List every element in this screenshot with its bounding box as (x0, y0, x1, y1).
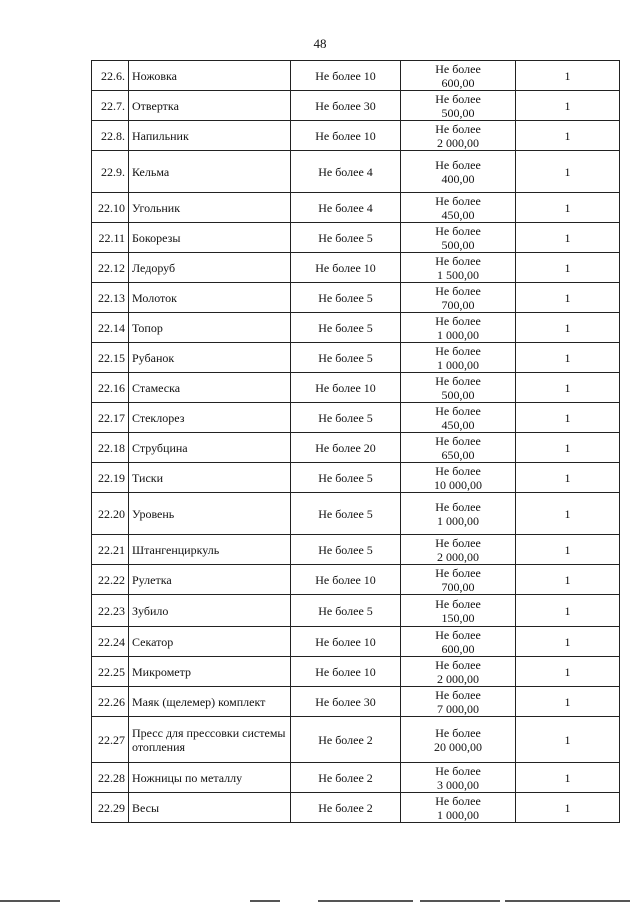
item-count: 1 (516, 253, 620, 283)
item-price (401, 403, 516, 433)
price-value: 1 000,00 (437, 513, 479, 528)
item-name: Весы (129, 793, 291, 823)
price-label: Не более (435, 596, 481, 611)
price-value: 650,00 (441, 447, 475, 462)
price-value: 150,00 (441, 610, 475, 625)
item-quantity: Не более 5 (291, 223, 401, 253)
item-quantity: Не более 2 (291, 717, 401, 763)
item-number: 22.11 (92, 223, 129, 253)
item-name: Кельма (129, 151, 291, 193)
item-name: Микрометр (129, 657, 291, 687)
price-value: 2 000,00 (437, 135, 479, 150)
price-label: Не более (435, 91, 481, 106)
item-price (401, 493, 516, 535)
table-row (92, 595, 620, 627)
item-count: 1 (516, 463, 620, 493)
item-price (401, 535, 516, 565)
table-row (92, 343, 620, 373)
table-row (92, 627, 620, 657)
table-row (92, 433, 620, 463)
table-row (92, 151, 620, 193)
page-number: 48 (313, 36, 327, 51)
item-quantity: Не более 10 (291, 61, 401, 91)
item-count: 1 (516, 151, 620, 193)
item-price (401, 61, 516, 91)
price-value: 7 000,00 (437, 701, 479, 716)
item-number: 22.23 (92, 595, 129, 627)
item-price (401, 627, 516, 657)
table-row (92, 121, 620, 151)
item-quantity: Не более 10 (291, 253, 401, 283)
table-row (92, 793, 620, 823)
price-value: 500,00 (441, 387, 475, 402)
item-name: Уровень (129, 493, 291, 535)
table-row (92, 493, 620, 535)
price-label: Не более (435, 535, 481, 550)
item-number: 22.26 (92, 687, 129, 717)
item-number: 22.21 (92, 535, 129, 565)
table-row (92, 193, 620, 223)
item-number: 22.16 (92, 373, 129, 403)
item-quantity: Не более 10 (291, 657, 401, 687)
item-quantity: Не более 5 (291, 313, 401, 343)
price-value: 600,00 (441, 641, 475, 656)
item-price (401, 565, 516, 595)
item-quantity: Не более 5 (291, 595, 401, 627)
item-number: 22.29 (92, 793, 129, 823)
table-row (92, 763, 620, 793)
item-price (401, 283, 516, 313)
item-name: Угольник (129, 193, 291, 223)
items-table (91, 60, 620, 823)
item-price (401, 193, 516, 223)
item-number: 22.10 (92, 193, 129, 223)
price-label: Не более (435, 499, 481, 514)
price-label: Не более (435, 193, 481, 208)
item-name: Ножницы по металлу (129, 763, 291, 793)
price-value: 1 000,00 (437, 807, 479, 822)
price-label: Не более (435, 763, 481, 778)
price-label: Не более (435, 253, 481, 268)
item-quantity: Не более 30 (291, 687, 401, 717)
item-number: 22.8. (92, 121, 129, 151)
item-name: Зубило (129, 595, 291, 627)
item-quantity: Не более 5 (291, 403, 401, 433)
item-number: 22.15 (92, 343, 129, 373)
price-value: 1 000,00 (437, 357, 479, 372)
item-quantity: Не более 5 (291, 493, 401, 535)
table-row (92, 717, 620, 763)
table-row (92, 403, 620, 433)
table-row (92, 657, 620, 687)
price-label: Не более (435, 433, 481, 448)
item-quantity: Не более 4 (291, 193, 401, 223)
item-name: Отвертка (129, 91, 291, 121)
item-number: 22.6. (92, 61, 129, 91)
price-label: Не более (435, 61, 481, 76)
item-number: 22.9. (92, 151, 129, 193)
item-price (401, 657, 516, 687)
item-count: 1 (516, 343, 620, 373)
item-price (401, 717, 516, 763)
item-quantity: Не более 20 (291, 433, 401, 463)
table-row (92, 373, 620, 403)
price-label: Не более (435, 283, 481, 298)
item-count: 1 (516, 793, 620, 823)
item-price (401, 463, 516, 493)
item-count: 1 (516, 687, 620, 717)
item-name: Рубанок (129, 343, 291, 373)
table-body (92, 61, 620, 823)
item-quantity: Не более 5 (291, 343, 401, 373)
item-count: 1 (516, 61, 620, 91)
item-number: 22.18 (92, 433, 129, 463)
table-row (92, 223, 620, 253)
item-quantity: Не более 5 (291, 463, 401, 493)
table-row (92, 463, 620, 493)
item-quantity: Не более 30 (291, 91, 401, 121)
item-count: 1 (516, 373, 620, 403)
item-count: 1 (516, 283, 620, 313)
price-label: Не более (435, 223, 481, 238)
item-name: Пресс для прессовки системы отопления (129, 717, 291, 763)
item-number: 22.17 (92, 403, 129, 433)
price-value: 450,00 (441, 417, 475, 432)
item-name: Стамеска (129, 373, 291, 403)
item-count: 1 (516, 121, 620, 151)
item-quantity: Не более 2 (291, 763, 401, 793)
item-number: 22.27 (92, 717, 129, 763)
item-quantity: Не более 5 (291, 535, 401, 565)
item-quantity: Не более 10 (291, 565, 401, 595)
item-price (401, 343, 516, 373)
item-price (401, 433, 516, 463)
price-label: Не более (435, 157, 481, 172)
item-name: Бокорезы (129, 223, 291, 253)
item-count: 1 (516, 657, 620, 687)
table-row (92, 253, 620, 283)
scan-artifact (0, 898, 640, 905)
item-count: 1 (516, 433, 620, 463)
item-number: 22.28 (92, 763, 129, 793)
item-number: 22.24 (92, 627, 129, 657)
item-name: Стеклорез (129, 403, 291, 433)
price-label: Не более (435, 725, 481, 740)
item-name: Топор (129, 313, 291, 343)
table-row (92, 91, 620, 121)
price-value: 2 000,00 (437, 549, 479, 564)
item-quantity: Не более 5 (291, 283, 401, 313)
item-name: Рулетка (129, 565, 291, 595)
item-name: Маяк (щелемер) комплект (129, 687, 291, 717)
item-quantity: Не более 10 (291, 121, 401, 151)
price-label: Не более (435, 463, 481, 478)
item-name: Тиски (129, 463, 291, 493)
price-value: 600,00 (441, 75, 475, 90)
price-value: 450,00 (441, 207, 475, 222)
item-number: 22.25 (92, 657, 129, 687)
table-row (92, 283, 620, 313)
price-value: 2 000,00 (437, 671, 479, 686)
item-quantity: Не более 2 (291, 793, 401, 823)
item-count: 1 (516, 565, 620, 595)
item-quantity: Не более 10 (291, 627, 401, 657)
price-value: 700,00 (441, 297, 475, 312)
item-price (401, 223, 516, 253)
price-value: 700,00 (441, 579, 475, 594)
table-row (92, 687, 620, 717)
item-quantity: Не более 4 (291, 151, 401, 193)
item-name: Секатор (129, 627, 291, 657)
price-value: 500,00 (441, 105, 475, 120)
price-label: Не более (435, 403, 481, 418)
item-count: 1 (516, 193, 620, 223)
item-count: 1 (516, 763, 620, 793)
price-label: Не более (435, 313, 481, 328)
table-row (92, 61, 620, 91)
item-number: 22.7. (92, 91, 129, 121)
item-count: 1 (516, 223, 620, 253)
table-row (92, 313, 620, 343)
item-price (401, 313, 516, 343)
item-count: 1 (516, 493, 620, 535)
item-price (401, 793, 516, 823)
item-count: 1 (516, 403, 620, 433)
price-value: 20 000,00 (434, 739, 482, 754)
item-count: 1 (516, 313, 620, 343)
item-price (401, 595, 516, 627)
item-count: 1 (516, 535, 620, 565)
price-value: 1 500,00 (437, 267, 479, 282)
item-count: 1 (516, 717, 620, 763)
item-number: 22.12 (92, 253, 129, 283)
item-name: Ледоруб (129, 253, 291, 283)
table-row (92, 535, 620, 565)
item-number: 22.22 (92, 565, 129, 595)
item-price (401, 91, 516, 121)
item-price (401, 687, 516, 717)
item-price (401, 151, 516, 193)
item-count: 1 (516, 595, 620, 627)
price-value: 400,00 (441, 171, 475, 186)
price-value: 1 000,00 (437, 327, 479, 342)
price-label: Не более (435, 373, 481, 388)
price-label: Не более (435, 343, 481, 358)
item-name: Ножовка (129, 61, 291, 91)
price-value: 500,00 (441, 237, 475, 252)
price-label: Не более (435, 121, 481, 136)
item-number: 22.13 (92, 283, 129, 313)
price-label: Не более (435, 657, 481, 672)
item-name: Струбцина (129, 433, 291, 463)
item-number: 22.20 (92, 493, 129, 535)
price-label: Не более (435, 793, 481, 808)
item-number: 22.19 (92, 463, 129, 493)
item-name: Напильник (129, 121, 291, 151)
price-label: Не более (435, 687, 481, 702)
item-name: Молоток (129, 283, 291, 313)
item-price (401, 253, 516, 283)
price-value: 3 000,00 (437, 777, 479, 792)
item-name: Штангенциркуль (129, 535, 291, 565)
price-label: Не более (435, 627, 481, 642)
item-number: 22.14 (92, 313, 129, 343)
item-quantity: Не более 10 (291, 373, 401, 403)
item-price (401, 121, 516, 151)
item-price (401, 763, 516, 793)
price-label: Не более (435, 565, 481, 580)
item-price (401, 373, 516, 403)
item-count: 1 (516, 627, 620, 657)
item-count: 1 (516, 91, 620, 121)
price-value: 10 000,00 (434, 477, 482, 492)
table-row (92, 565, 620, 595)
